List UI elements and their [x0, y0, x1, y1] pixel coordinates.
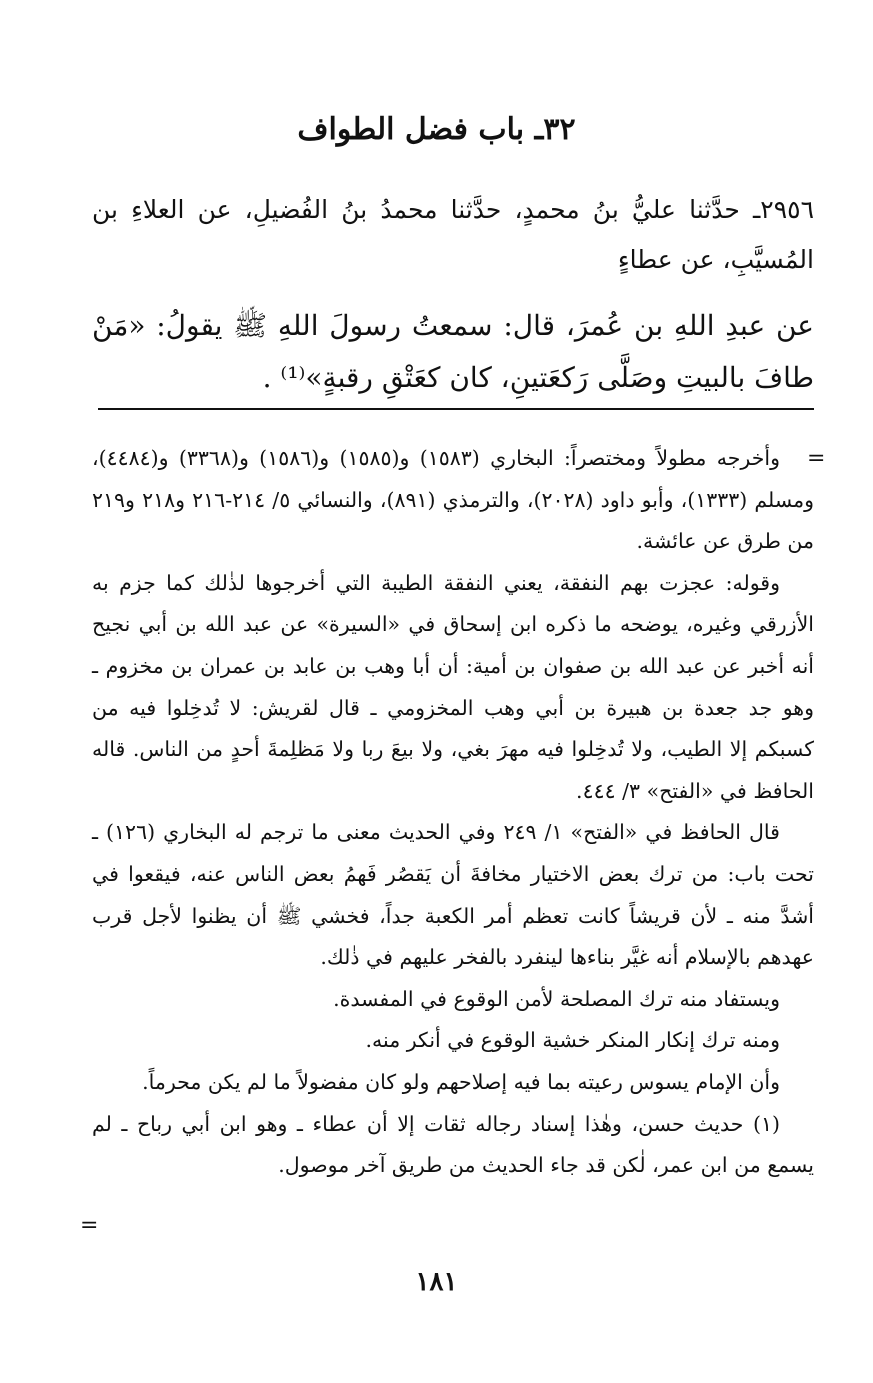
- footnote-paragraph: وقوله: عجزت بهم النفقة، يعني النفقة الطيبة التي أخرجوها لذٰلك كما جزم به الأزرقي وغيره، يوضحه ما ذكره ابن إسحاق في «السيرة» عن عبد الله بن أبي نجيح أنه أخبر عن عبد الله بن صفوان بن أمية: أن أبا وهب بن عابد بن عمران بن مخزوم ـ وهو جد جعدة بن هبيرة بن أبي وهب المخزومي ـ قال لقريش: لا تُدخِلوا فيه من كسبكم إلا الطيب، ولا تُدخِلوا فيه مهرَ بغي، ولا بيعَ ربا ولا مَظلِمةَ أحدٍ من الناس. قاله الحافظ في «الفتح» ٣/ ٤٤٤.: [92, 570, 814, 803]
- page-number: ١٨١: [415, 1267, 458, 1297]
- footnote-continuation-marker: =: [807, 446, 826, 471]
- footnote-separator: [98, 408, 814, 410]
- footnote-paragraph: ويستفاد منه ترك المصلحة لأمن الوقوع في المفسدة.: [333, 986, 780, 1011]
- footnote-end-marker: =: [80, 1213, 99, 1238]
- footnote-1: (١) حديث حسن، وهٰذا إسناد رجاله ثقات إلا أن عطاء ـ وهو ابن أبي رباح ـ لم يسمع من ابن عمر، لٰكن قد جاء الحديث من طريق آخر موصول.: [92, 1111, 814, 1178]
- chapter-title: ٣٢ـ باب فضل الطواف: [297, 112, 576, 147]
- hadith-isnad: ٢٩٥٦ـ حدَّثنا عليُّ بنُ محمدٍ، حدَّثنا محمدُ بنُ الفُضيلِ، عن العلاءِ بن المُسيَّبِ، عن عطاءٍ: [92, 195, 814, 274]
- hadith-matn: عن عبدِ اللهِ بن عُمرَ، قال: سمعتُ رسولَ اللهِ ﷺ يقولُ: «مَنْ طافَ بالبيتِ وصَلَّى رَكعَتينِ، كان كعَتْقِ رقبةٍ»⁽¹⁾ .: [92, 309, 814, 394]
- footnotes: [92, 438, 814, 1187]
- footnote-paragraph: وأخرجه مطولاً ومختصراً: البخاري (١٥٨٣) و(١٥٨٥) و(١٥٨٦) و(٣٣٦٨) و(٤٤٨٤)، ومسلم (١٣٣٣)، وأبو داود (٢٠٢٨)، والترمذي (٨٩١)، والنسائي ٥/ ٢١٤-٢١٦ و٢١٨ و٢١٩ من طرق عن عائشة.: [92, 446, 814, 554]
- footnote-paragraph: ومنه ترك إنكار المنكر خشية الوقوع في أنكر منه.: [365, 1028, 780, 1053]
- footnote-paragraph: قال الحافظ في «الفتح» ١/ ٢٤٩ وفي الحديث معنى ما ترجم له البخاري (١٢٦) ـ تحت باب: من ترك بعض الاختيار مخافةَ أن يَقصُر فَهمُ بعض الناس عنه، فيقعوا في أشدَّ منه ـ لأن قريشاً كانت تعظم أمر الكعبة جداً، فخشي ﷺ أن يظنوا لأجل قرب عهدهم بالإسلام أنه غيَّر بناءها لينفرد بالفخر عليهم في ذٰلك.: [92, 820, 814, 970]
- footnote-paragraph: وأن الإمام يسوس رعيته بما فيه إصلاحهم ولو كان مفضولاً ما لم يكن محرماً.: [142, 1069, 780, 1094]
